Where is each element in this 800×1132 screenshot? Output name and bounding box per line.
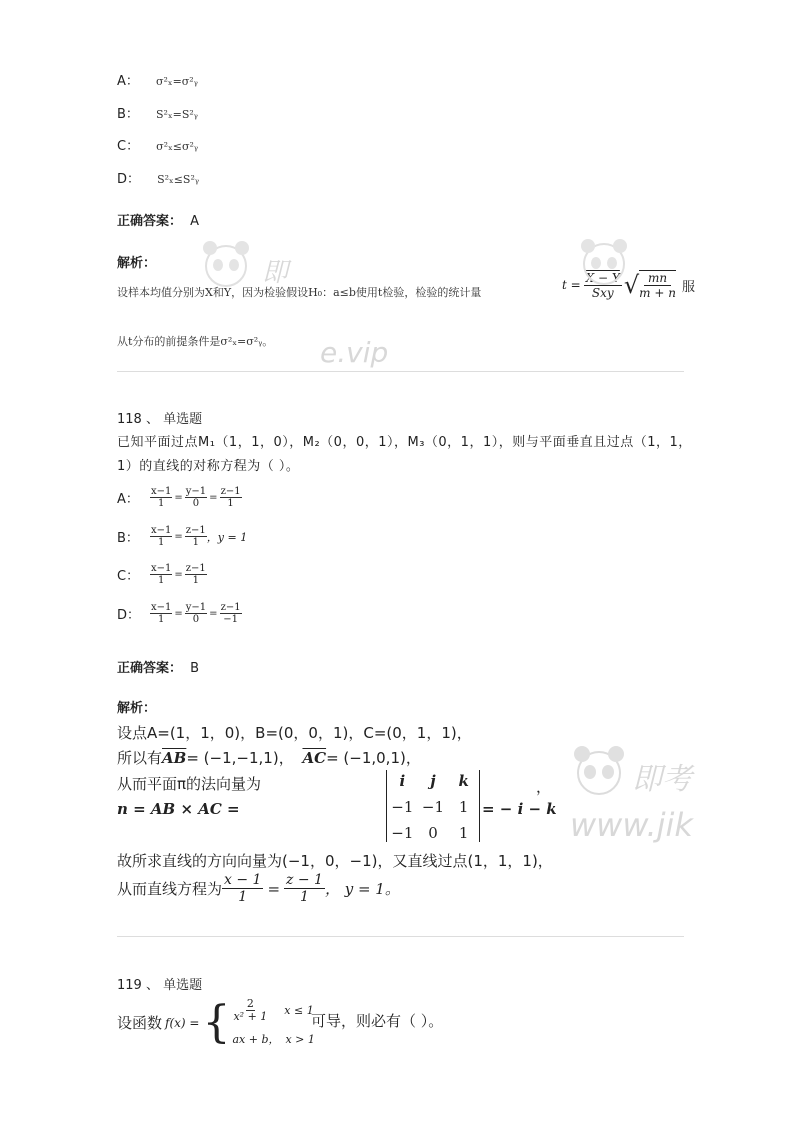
normal-vector-eq: n = AB × AC =: [117, 800, 240, 818]
answer-label: 正确答案：: [117, 661, 183, 676]
matrix-cell: 1: [458, 798, 469, 816]
option-letter: C：: [117, 139, 140, 154]
sol-tail: ， y = 1。: [324, 880, 400, 899]
option-d[interactable]: [117, 168, 199, 187]
frac-num: x − 1: [224, 872, 262, 888]
vector-ab: $\overline{AB}$: [162, 749, 187, 767]
frac-num: x−1: [151, 602, 172, 613]
analysis-line-2: 从t分布的前提条件是σ²ₓ=σ²ᵧ。: [117, 335, 274, 348]
frac-den: x² + 1: [233, 1010, 268, 1024]
panda-watermark-icon: [574, 236, 634, 286]
option-text: S²ₓ=S²ᵧ: [156, 108, 198, 121]
solution-line-2: [117, 747, 421, 768]
watermark-text: e.vip: [320, 336, 389, 369]
watermark-text: 即: [262, 258, 289, 288]
panda-watermark-icon: [196, 238, 256, 288]
option-d[interactable]: D： $\frac{x-1}{1}$ = $\frac{y-1}{0}$ = $\frac{z-1}{-1}$: [117, 602, 241, 625]
stat-suffix: 服: [681, 279, 695, 295]
trailing-comma: ，: [536, 778, 552, 796]
analysis-line-1: 设样本均值分别为X和Y，因为检验假设H₀：a≤b使用t检验，检验的统计量: [117, 286, 482, 299]
frac-num: z−1: [185, 563, 206, 574]
question-text: 设函数: [117, 1014, 163, 1033]
panda-watermark-icon: [568, 744, 630, 796]
question-119-header: 119 、 单选题: [117, 978, 203, 993]
frac-num: y−1: [185, 602, 207, 613]
t-statistic: t = X − Y Sxy √ $\frac{mn}{m + n}$ 服: [562, 270, 695, 300]
case-expr: ax + b，: [232, 1033, 280, 1047]
answer-label: 正确答案：: [117, 214, 183, 229]
option-letter: D：: [117, 608, 141, 623]
option-b[interactable]: B： $\frac{x-1}{1}$ = $\frac{z-1}{1}$ ，y = 1: [117, 525, 248, 548]
frac-num: x−1: [151, 486, 172, 497]
stat-den: Sxy: [591, 285, 614, 300]
matrix-cell: −1: [391, 824, 414, 842]
option-c[interactable]: C： $\frac{x-1}{1}$ = $\frac{z-1}{1}$: [117, 563, 206, 586]
matrix-cell: 1: [458, 824, 469, 842]
option-tail: ，y = 1: [206, 530, 248, 544]
solution-line-3: 从而平面π的法向量为: [117, 775, 262, 793]
solution-line-5: 从而直线方程为 $\frac{x - 1}{1}$ = $\frac{z - 1}{1}$ ， y = 1。: [117, 872, 400, 906]
frac-num: z−1: [220, 602, 241, 613]
sol-text: = (−1,0,1)，: [326, 749, 421, 767]
determinant: [386, 770, 480, 842]
option-letter: A：: [117, 492, 139, 507]
option-a[interactable]: A： $\frac{x-1}{1}$ = $\frac{y-1}{0}$ = $\frac{z-1}{1}$: [117, 486, 241, 509]
correct-answer: [117, 210, 199, 229]
frac-den: 1: [192, 537, 199, 548]
option-text: σ²ₓ=σ²ᵧ: [156, 75, 198, 88]
question-118-text-line2: 1）的直线的对称方程为（ ）。: [117, 459, 300, 474]
matrix-cell: i: [399, 772, 406, 790]
frac-den: 1: [300, 889, 309, 906]
case-condition: x > 1: [285, 1032, 315, 1046]
frac-den: 1: [158, 575, 165, 586]
answer-value: B: [190, 661, 200, 676]
frac-num: z−1: [185, 525, 206, 536]
option-c[interactable]: [117, 135, 198, 154]
frac-den: 1: [158, 537, 165, 548]
sol-text: 所以有: [117, 749, 163, 767]
stat-num: X − Y: [585, 270, 620, 285]
stat-sqrt-num: mn: [644, 271, 671, 286]
frac-den: 1: [227, 498, 234, 509]
divider: [117, 936, 684, 937]
analysis-label: 解析：: [117, 256, 157, 271]
watermark-text: 即考: [632, 762, 692, 797]
function-label: f(x) =: [165, 1015, 200, 1030]
matrix-cell: −1: [421, 798, 445, 816]
correct-answer: [117, 657, 199, 676]
matrix-cell: 0: [428, 824, 438, 842]
option-letter: B：: [117, 531, 139, 546]
question-118-header: 118 、 单选题: [117, 412, 203, 427]
option-letter: B：: [117, 107, 139, 122]
frac-den: 1: [238, 889, 248, 906]
analysis-label: 解析：: [117, 701, 157, 716]
stat-sqrt-den: m + n: [639, 286, 676, 300]
solution-line-1: 设点A=(1，1，0)，B=(0，0，1)，C=(0，1，1)，: [117, 724, 472, 742]
option-a[interactable]: [117, 70, 198, 89]
sol-text: 从而直线方程为: [117, 880, 223, 899]
frac-den: 1: [158, 498, 165, 509]
frac-num: x−1: [151, 563, 172, 574]
frac-num: x−1: [151, 525, 172, 536]
frac-den: 0: [192, 498, 200, 509]
frac-num: y−1: [185, 486, 207, 497]
question-119-text: 设函数 f(x) = { $\frac{2}{\text{x² + 1}}$ x ≤ 1 ax + b， x > 1: [117, 996, 315, 1048]
answer-value: A: [190, 214, 200, 229]
frac-den: 1: [158, 614, 165, 625]
matrix-cell: −1: [391, 798, 414, 816]
sol-text: = (−1,−1,1)，: [186, 749, 294, 767]
stat-lhs: t =: [562, 278, 581, 292]
frac-num: z−1: [220, 486, 241, 497]
frac-den: −1: [223, 614, 238, 625]
divider: [117, 371, 684, 372]
option-text: σ²ₓ≤σ²ᵧ: [156, 140, 199, 153]
option-letter: A：: [117, 74, 139, 89]
frac-den: 1: [192, 575, 199, 586]
option-letter: C：: [117, 569, 140, 584]
frac-den: 0: [192, 614, 200, 625]
vector-ac: $\overline{AC}$: [302, 749, 327, 767]
option-letter: D：: [117, 172, 141, 187]
question-119-suffix: 可导，则必有（ ）。: [311, 1012, 444, 1030]
question-118-text-line1: 已知平面过点M₁（1，1，0），M₂（0，0，1），M₃（0，1，1），则与平面垂直且过点（1，1，: [117, 435, 692, 450]
matrix-cell: k: [458, 772, 469, 790]
matrix-cell: j: [430, 772, 436, 790]
matrix-result: = − i − k: [482, 800, 557, 818]
option-b[interactable]: [117, 103, 198, 122]
watermark-text: www.jik: [570, 806, 693, 844]
case-condition: x ≤ 1: [284, 1004, 314, 1018]
option-text: S²ₓ≤S²ᵧ: [157, 173, 200, 186]
frac-num: z − 1: [286, 872, 323, 888]
solution-line-4: 故所求直线的方向向量为(−1，0，−1)，又直线过点(1，1，1)，: [117, 852, 553, 870]
frac-num: 2: [246, 997, 254, 1010]
